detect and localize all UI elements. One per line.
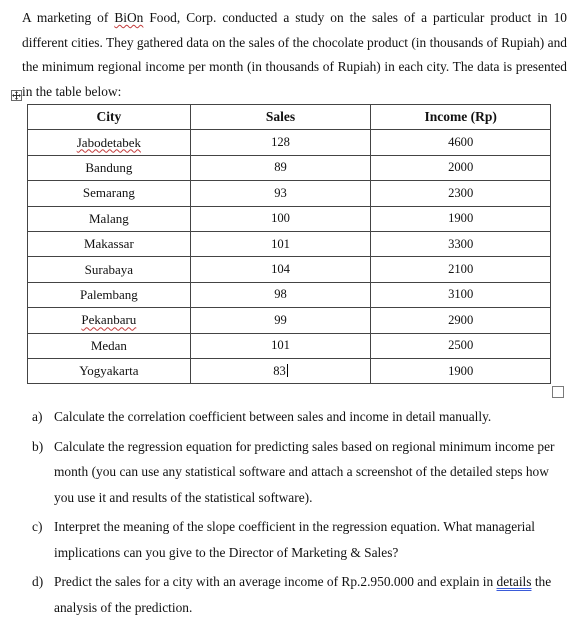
table-row [28, 155, 551, 180]
table-row [28, 333, 551, 358]
cell-sales[interactable]: 99 [190, 308, 371, 333]
data-table [27, 104, 551, 384]
cell-income[interactable]: 3300 [371, 231, 551, 256]
cell-sales[interactable]: 101 [190, 333, 371, 358]
cell-city[interactable]: Malang [28, 206, 191, 231]
cell-income[interactable]: 1900 [371, 358, 551, 383]
cell-sales[interactable]: 104 [190, 257, 371, 282]
list-item [32, 434, 564, 511]
move-arrows-icon[interactable] [11, 90, 22, 101]
table-row [28, 130, 551, 155]
cell-income[interactable]: 2500 [371, 333, 551, 358]
resize-square-icon[interactable] [552, 386, 564, 398]
cell-sales[interactable]: 98 [190, 282, 371, 307]
cell-income[interactable]: 2900 [371, 308, 551, 333]
list-marker: b) [32, 438, 44, 454]
table-row [28, 206, 551, 231]
cell-sales[interactable]: 83 [190, 358, 371, 383]
list-item [32, 404, 564, 430]
cell-income[interactable]: 2300 [371, 181, 551, 206]
header-city: City [28, 105, 191, 130]
intro-text-rest: Food, Corp. conducted a study on the sales of a particular product in 10 different cities. They gathered data on the sales of the chocolate product (in thousands of Rupiah) and the minimum regional income per month (in thousands of Rupiah) in each city. The data is presented in the table below: [22, 10, 567, 99]
table-row [28, 308, 551, 333]
cell-city[interactable]: Yogyakarta [28, 358, 191, 383]
list-item [32, 514, 564, 565]
table-row [28, 231, 551, 256]
cell-income[interactable]: 4600 [371, 130, 551, 155]
intro-text-start: A marketing of [22, 10, 115, 25]
cell-city[interactable]: Palembang [28, 282, 191, 307]
cell-city[interactable]: Makassar [28, 231, 191, 256]
list-marker: d) [32, 574, 44, 589]
grammar-flagged-word: details [496, 574, 532, 589]
cell-income[interactable]: 3100 [371, 282, 551, 307]
cell-sales[interactable]: 100 [190, 206, 371, 231]
cell-sales[interactable]: 89 [190, 155, 371, 180]
cell-city[interactable]: Jabodetabek [28, 130, 191, 155]
table-row [28, 358, 551, 383]
cell-income[interactable]: 1900 [371, 206, 551, 231]
intro-paragraph [22, 6, 567, 104]
cell-sales[interactable]: 128 [190, 130, 371, 155]
header-income: Income (Rp) [371, 105, 551, 130]
header-sales: Sales [190, 105, 371, 130]
table-header-row [28, 105, 551, 130]
list-item [32, 569, 564, 620]
list-marker: c) [32, 519, 43, 534]
cell-city[interactable]: Surabaya [28, 257, 191, 282]
question-text: Interpret the meaning of the slope coefficient in the regression equation. What managerial implications can you give to the Director of Marketing & Sales? [54, 519, 536, 560]
cell-city[interactable]: Bandung [28, 155, 191, 180]
cell-sales[interactable]: 101 [190, 231, 371, 256]
cell-sales[interactable]: 93 [190, 181, 371, 206]
cell-city[interactable]: Pekanbaru [28, 308, 191, 333]
text-cursor [287, 364, 288, 377]
table-row [28, 282, 551, 307]
cell-city[interactable]: Medan [28, 333, 191, 358]
cell-city[interactable]: Semarang [28, 181, 191, 206]
question-text: Calculate the correlation coefficient between sales and income in detail manually. [54, 409, 492, 424]
cell-income[interactable]: 2100 [371, 257, 551, 282]
brand-name: BiOn [114, 10, 144, 25]
table-row [28, 181, 551, 206]
question-text: Calculate the regression equation for predicting sales based on regional minimum income per month (you can use any statistical software and attach a screenshot of the detailed steps how you use it and results of the statistical software). [54, 438, 555, 505]
list-marker: a) [32, 409, 43, 424]
question-list [32, 404, 564, 624]
table-row [28, 257, 551, 282]
cell-income[interactable]: 2000 [371, 155, 551, 180]
question-text: Predict the sales for a city with an average income of Rp.2.950.000 and explain in details the analysis of the prediction. [54, 574, 552, 615]
